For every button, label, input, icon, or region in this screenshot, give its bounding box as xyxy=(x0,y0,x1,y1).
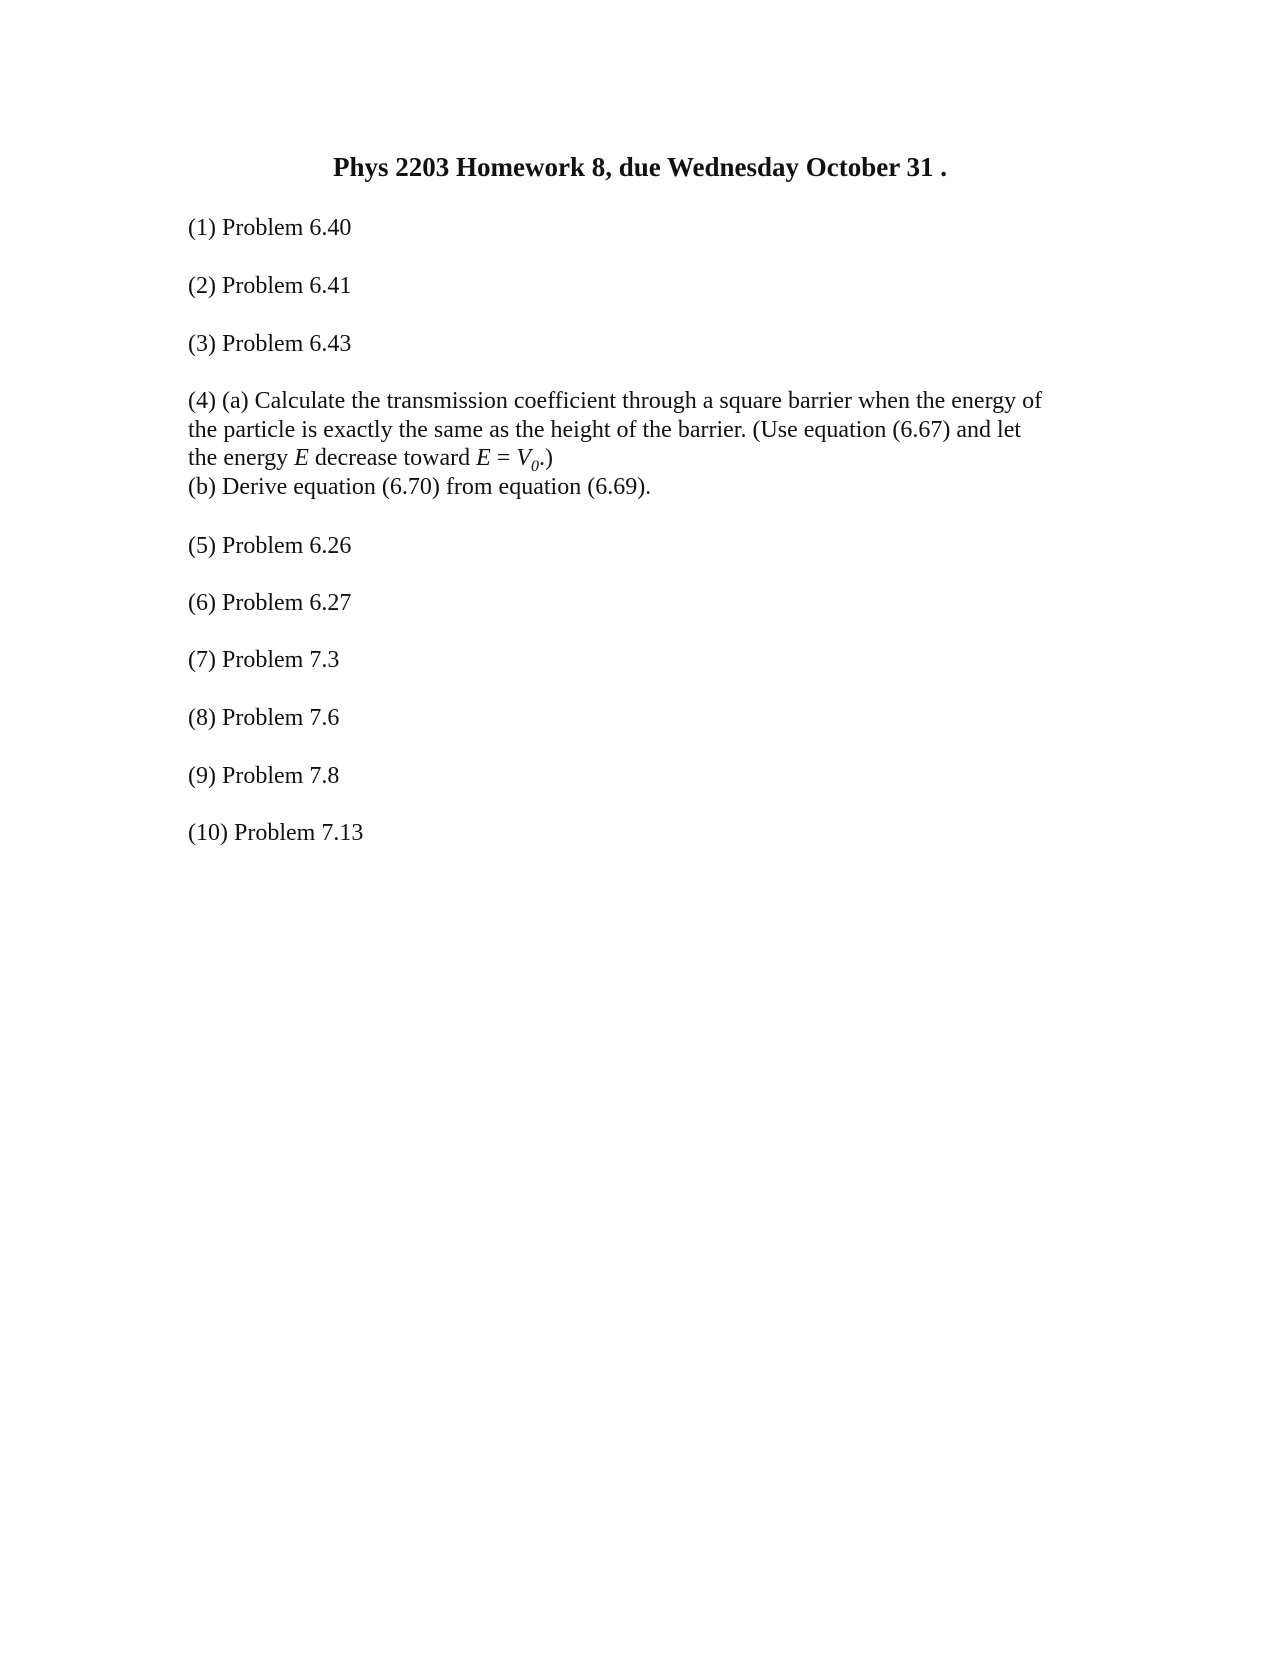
problem-item-4 xyxy=(188,387,1088,501)
energy-symbol: E xyxy=(294,445,309,471)
problem-item-5: (5) Problem 6.26 xyxy=(188,533,352,559)
potential-subscript: 0 xyxy=(531,457,539,475)
energy-symbol: E xyxy=(476,445,491,471)
potential-symbol: V xyxy=(516,445,531,471)
problem-4-text: the energy xyxy=(188,445,295,471)
problem-item-9: (9) Problem 7.8 xyxy=(188,763,340,789)
problem-item-8: (8) Problem 7.6 xyxy=(188,705,340,731)
problem-item-10: (10) Problem 7.13 xyxy=(188,820,364,846)
problem-4-line-4: (b) Derive equation (6.70) from equation (6.69). xyxy=(188,473,652,500)
problem-item-1: (1) Problem 6.40 xyxy=(188,215,352,241)
problem-item-6: (6) Problem 6.27 xyxy=(188,590,352,616)
problem-item-3: (3) Problem 6.43 xyxy=(188,331,352,357)
problem-item-2: (2) Problem 6.41 xyxy=(188,273,352,299)
problem-4-text: .) xyxy=(539,445,553,471)
problem-4-line-1: (4) (a) Calculate the transmission coefficient through a square barrier when the energy of xyxy=(188,388,1043,414)
problem-4-line-3 xyxy=(188,444,1088,473)
problem-4-line-2: the particle is exactly the same as the height of the barrier. (Use equation (6.67) and let xyxy=(188,416,1022,443)
problem-4-text: decrease toward xyxy=(308,445,477,471)
page-title: Phys 2203 Homework 8, due Wednesday October 31 . xyxy=(332,152,948,182)
problem-item-7: (7) Problem 7.3 xyxy=(188,647,340,673)
equals-sign: = xyxy=(490,445,517,471)
